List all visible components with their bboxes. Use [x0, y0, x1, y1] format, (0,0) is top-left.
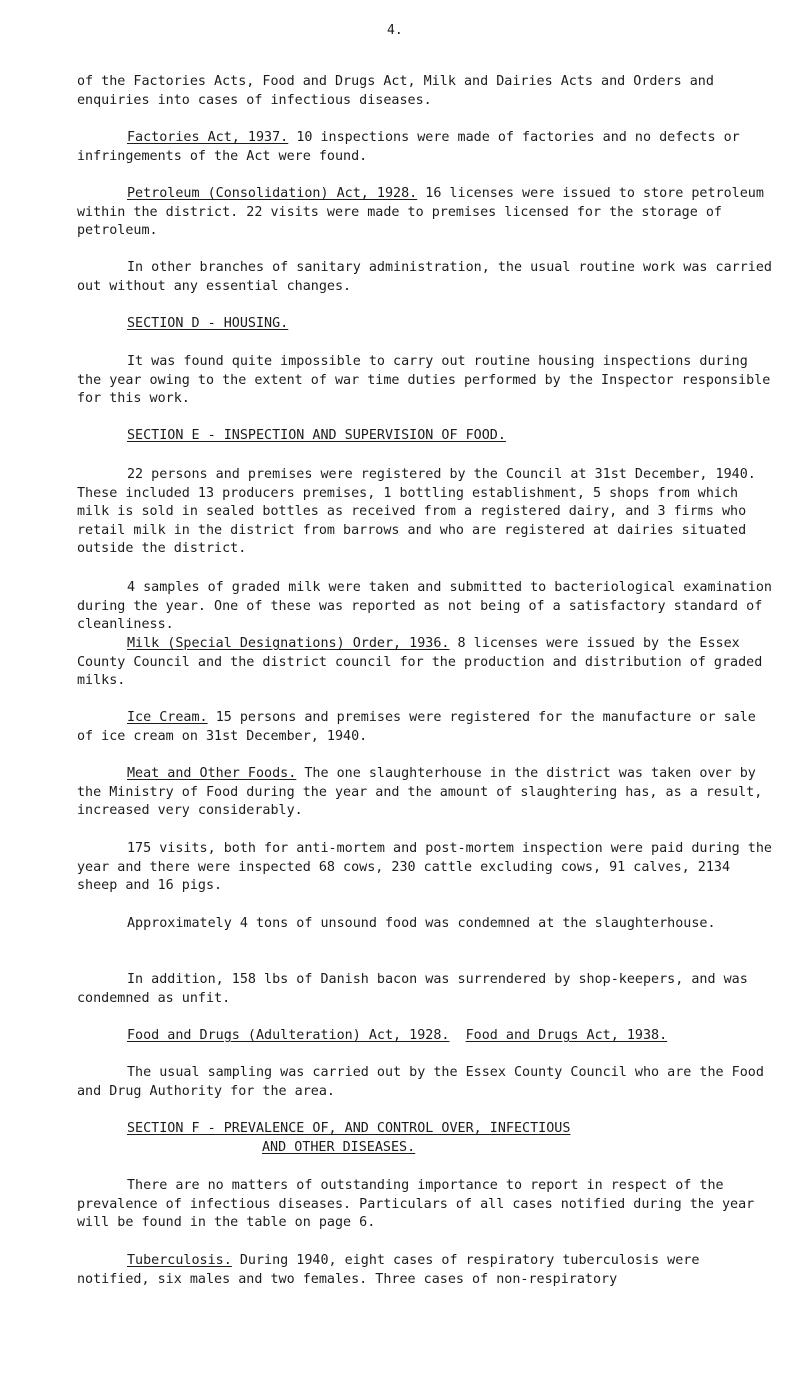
intro-paragraph: of the Factories Acts, Food and Drugs Act, Milk and Dairies Acts and Orders and enquiries into cases of infectious diseases.: [77, 74, 714, 108]
petroleum-heading: Petroleum (Consolidation) Act, 1928.: [127, 186, 418, 201]
factories-text: 10 inspections were made of factories and no defects or infringements of the Act were found.: [77, 130, 740, 164]
food-drugs-act-heading: Food and Drugs Act, 1938.: [465, 1028, 668, 1043]
meat-paragraph: [77, 765, 777, 821]
petroleum-text: 16 licenses were issued to store petroleum within the district. 22 visits were made to premises licensed for the storage of petroleum.: [77, 186, 764, 238]
section-e-paragraph-2: 4 samples of graded milk were taken and submitted to bacteriological examination during the year. One of these was reported as not being of a satisfactory standard of cleanliness.: [77, 580, 772, 632]
bacon-paragraph: In addition, 158 lbs of Danish bacon was surrendered by shop-keepers, and was condemned as unfit.: [77, 972, 748, 1006]
sampling-paragraph: The usual sampling was carried out by the Essex County Council who are the Food and Drug Authority for the area.: [77, 1065, 764, 1099]
section-f-heading: [77, 1120, 777, 1157]
meat-text: The one slaughterhouse in the district was taken over by the Ministry of Food during the year and the amount of slaughtering has, as a result, increased very considerably.: [77, 766, 763, 818]
food-drugs-headings: [77, 1027, 777, 1046]
section-f-text: There are no matters of outstanding importance to report in respect of the prevalence of infectious diseases. Particulars of all cases notified during the year will be found in the table on page 6.: [77, 1178, 755, 1230]
food-drugs-adulteration-heading: Food and Drugs (Adulteration) Act, 1928.: [127, 1028, 450, 1043]
tuberculosis-heading: Tuberculosis.: [127, 1253, 232, 1268]
factories-paragraph: [77, 129, 777, 166]
milk-special-heading: Milk (Special Designations) Order, 1936.: [127, 636, 450, 651]
meat-heading: Meat and Other Foods.: [127, 766, 297, 781]
factories-heading: Factories Act, 1937.: [127, 130, 289, 145]
section-f-heading-line2: AND OTHER DISEASES.: [262, 1139, 416, 1155]
milk-special-paragraph: [77, 635, 777, 691]
ice-cream-text: 15 persons and premises were registered for the manufacture or sale of ice cream on 31st December, 1940.: [77, 710, 756, 744]
ice-cream-heading: Ice Cream.: [127, 710, 208, 725]
other-branches-paragraph: In other branches of sanitary administration, the usual routine work was carried out without any essential changes.: [77, 260, 772, 294]
tuberculosis-paragraph: [77, 1252, 777, 1289]
petroleum-paragraph: [77, 185, 777, 241]
unsound-food-paragraph: Approximately 4 tons of unsound food was condemned at the slaughterhouse.: [127, 916, 716, 931]
tuberculosis-text: During 1940, eight cases of respiratory tuberculosis were notified, six males and two females. Three cases of non-respiratory: [77, 1253, 700, 1287]
page-number: 4.: [387, 23, 403, 38]
section-e-paragraph-1: 22 persons and premises were registered by the Council at 31st December, 1940. These included 13 producers premises, 1 bottling establishment, 5 shops from which milk is sold in sealed bottles as received from a registered dairy, and 3 firms who retail milk in the district from barrows and who are registered at dairies situated outside the district.: [77, 467, 756, 556]
section-f-heading-line1: SECTION F - PREVALENCE OF, AND CONTROL OVER, INFECTIOUS: [127, 1121, 571, 1136]
section-e-heading: SECTION E - INSPECTION AND SUPERVISION OF FOOD.: [127, 428, 506, 443]
ice-cream-paragraph: [77, 709, 777, 746]
milk-special-text: 8 licenses were issued by the Essex County Council and the district council for the production and distribution of graded milks.: [77, 636, 763, 688]
section-d-heading: SECTION D - HOUSING.: [127, 316, 289, 331]
section-d-text: It was found quite impossible to carry out routine housing inspections during the year owing to the extent of war time duties performed by the Inspector responsible for this work.: [77, 354, 771, 406]
visits-paragraph: 175 visits, both for anti-mortem and post-mortem inspection were paid during the year and there were inspected 68 cows, 230 cattle excluding cows, 91 calves, 2134 sheep and 16 pigs.: [77, 841, 772, 893]
